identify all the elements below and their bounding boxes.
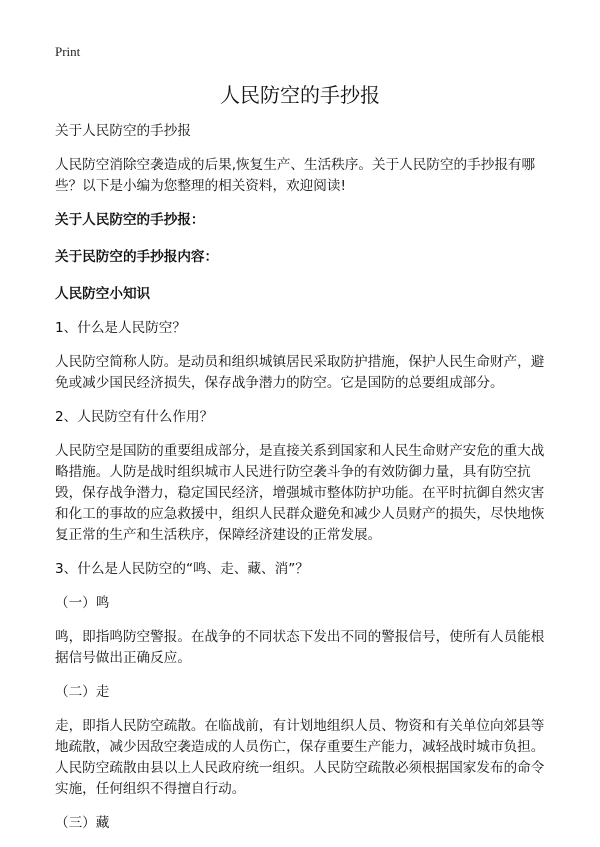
heading-knowledge: 人民防空小知识 xyxy=(55,286,151,302)
answer-2: 人民防空是国防的重要组成部分，是直接关系到国家和人民生命财产安危的重大战略措施。人防是战时组织城市人民进行防空袭斗争的有效防御力量，具有防空抗毁，保存战争潜力，稳定国民经济，增强城市整体防护功能。在平时抗御自然灾害和化工的事故的应急救援中，组织人民群众避免和减少人员财产的损失，尽快地恢复正常的生产和生活秩序，保障经济建设的正常发展。 xyxy=(55,443,545,543)
question-2: 2、人民防空有什么作用？ xyxy=(55,409,214,425)
section-ming-text: 鸣，即指鸣防空警报。在战争的不同状态下发出不同的警报信号，使所有人员能根据信号做出正确反应。 xyxy=(55,629,545,666)
question-3: 3、什么是人民防空的“鸣、走、藏、消”？ xyxy=(55,561,309,577)
section-ming: （一）鸣 xyxy=(55,595,110,611)
print-label: Print xyxy=(55,44,81,59)
section-zou-text: 走，即指人民防空疏散。在临战前，有计划地组织人员、物资和有关单位向郊县等地疏散，减少因敌空袭造成的人员伤亡，保存重要生产能力，减轻战时城市负担。人民防空疏散由县以上人民政府统一组织。人民防空疏散必须根据国家发布的命令实施，任何组织不得擅自行动。 xyxy=(55,718,545,797)
document-body xyxy=(55,121,552,847)
paragraph-intro: 人民防空消除空袭造成的后果,恢复生产、生活秩序。关于人民防空的手抄报有哪些？以下是小编为您整理的相关资料，欢迎阅读! xyxy=(55,157,536,194)
answer-1: 人民防空简称人防。是动员和组织城镇居民采取防护措施，保护人民生命财产，避免或减少国民经济损失，保存战争潜力的防空。它是国防的总要组成部分。 xyxy=(55,354,545,391)
section-zou: （二）走 xyxy=(55,684,110,700)
section-cang: （三）藏 xyxy=(55,815,110,831)
page-title: 人民防空的手抄报 xyxy=(220,83,380,107)
heading-content: 关于民防空的手抄报内容： xyxy=(55,249,219,265)
question-1: 1、什么是人民防空？ xyxy=(55,320,186,336)
paragraph-intro-heading: 关于人民防空的手抄报 xyxy=(55,123,191,139)
heading-handbook: 关于人民防空的手抄报： xyxy=(55,212,205,228)
